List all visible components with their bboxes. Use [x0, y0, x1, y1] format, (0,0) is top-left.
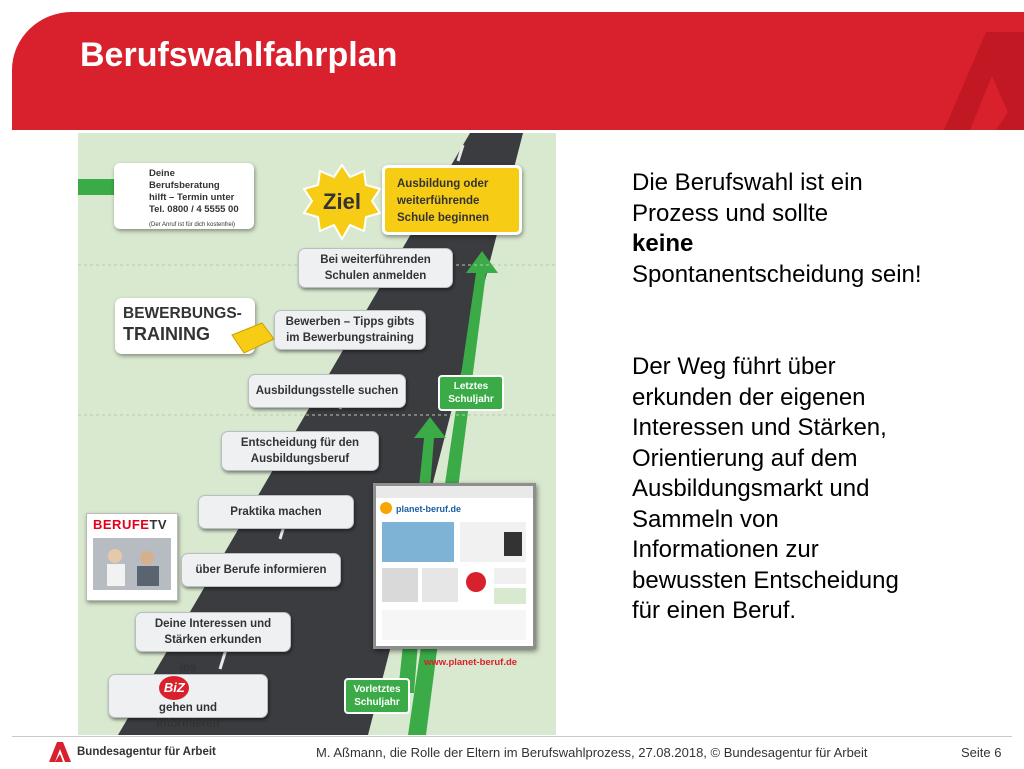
step-line: im Bewerbungstraining — [286, 332, 414, 344]
info-line: Deine Berufsberatung — [149, 168, 220, 191]
step-entscheidung — [221, 431, 379, 471]
planet-url: www.planet-beruf.de — [424, 657, 518, 668]
step-line: ins — [179, 662, 197, 674]
video-still-icon — [93, 538, 171, 590]
step-line: informieren — [156, 718, 220, 730]
slide-title: Berufswahlfahrplan — [80, 36, 398, 74]
step-biz — [108, 662, 268, 730]
planet-logo-text: planet-beruf.de — [396, 504, 462, 514]
folder-icon — [228, 321, 276, 355]
ziel-line: Ausbildung oder — [397, 178, 489, 190]
berufetv-card — [86, 513, 178, 601]
biz-logo: BiZ — [159, 676, 189, 700]
step-line: Stärken erkunden — [164, 634, 262, 646]
step-line: gehen und — [158, 702, 218, 714]
tag-vorletztes-schuljahr — [344, 678, 410, 714]
step-line: Schulen anmelden — [324, 270, 427, 282]
paragraph-prozess: Die Berufswahl ist ein Prozess und sollte keine Spontanentscheidung sein! — [632, 169, 922, 288]
body-text — [632, 168, 932, 627]
berufswahl-poster — [78, 133, 556, 735]
footer-logo — [47, 742, 216, 762]
ziel-star-badge-icon — [302, 163, 382, 243]
step-line: Ausbildungsstelle suchen — [255, 385, 399, 397]
step-line: Entscheidung für den — [240, 437, 360, 449]
ba-logo-watermark-icon — [874, 12, 1024, 130]
step-ausbildungsstelle — [248, 374, 406, 408]
step-bewerben — [274, 310, 426, 350]
step-praktika — [198, 495, 354, 529]
berufetv-logo: BERUFETV — [93, 517, 168, 532]
step-interessen — [135, 612, 291, 652]
step-schulen-anmelden — [298, 248, 453, 288]
step-line: Bewerben – Tipps gibts — [285, 316, 415, 328]
tag-line: Schuljahr — [448, 394, 494, 405]
berufsberatung-info-card — [114, 163, 254, 229]
footer-divider — [12, 736, 1012, 737]
step-berufe-informieren — [181, 553, 341, 587]
berufetv-video-thumbnail — [93, 538, 171, 590]
ba-logo-icon — [47, 742, 71, 762]
training-line: TRAINING — [123, 324, 210, 344]
tag-line: Vorletztes — [353, 684, 401, 695]
step-line: Praktika machen — [230, 506, 322, 518]
info-phone: Tel. 0800 / 4 5555 00 — [149, 204, 239, 215]
ziel-line: weiterführende — [397, 195, 480, 207]
step-line: über Berufe informieren — [195, 564, 327, 576]
tag-line: Letztes — [453, 381, 489, 392]
info-note: (Der Anruf ist für dich kostenfrei) — [149, 222, 236, 228]
ziel-line: Schule beginnen — [397, 212, 490, 224]
planet-beruf-screenshot — [373, 483, 536, 649]
ziel-box — [382, 165, 522, 235]
info-line: hilft – Termin unter — [149, 192, 235, 203]
website-screenshot-icon — [376, 486, 533, 646]
step-line: Ausbildungsberuf — [250, 453, 350, 465]
ziel-label: Ziel — [323, 189, 361, 214]
footer-meta: M. Aßmann, die Rolle der Eltern im Berufswahlprozess, 27.08.2018, © Bundesagentur für Arbeit — [316, 745, 868, 760]
step-line: Deine Interessen und — [154, 618, 272, 630]
org-name: Bundesagentur für Arbeit — [77, 746, 216, 758]
training-line: BEWERBUNGS- — [123, 305, 242, 322]
step-line: Bei weiterführenden — [320, 254, 431, 266]
paragraph-weg: Der Weg führt über erkunden der eigenen Interessen und Stärken, Orientierung auf dem Ausbildungsmarkt und Sammeln von Informationen zur bewussten Entscheidung für einen Beruf. — [632, 353, 899, 624]
tag-letztes-schuljahr — [438, 375, 504, 411]
page-number: Seite 6 — [961, 745, 1002, 760]
tag-line: Schuljahr — [354, 697, 400, 708]
